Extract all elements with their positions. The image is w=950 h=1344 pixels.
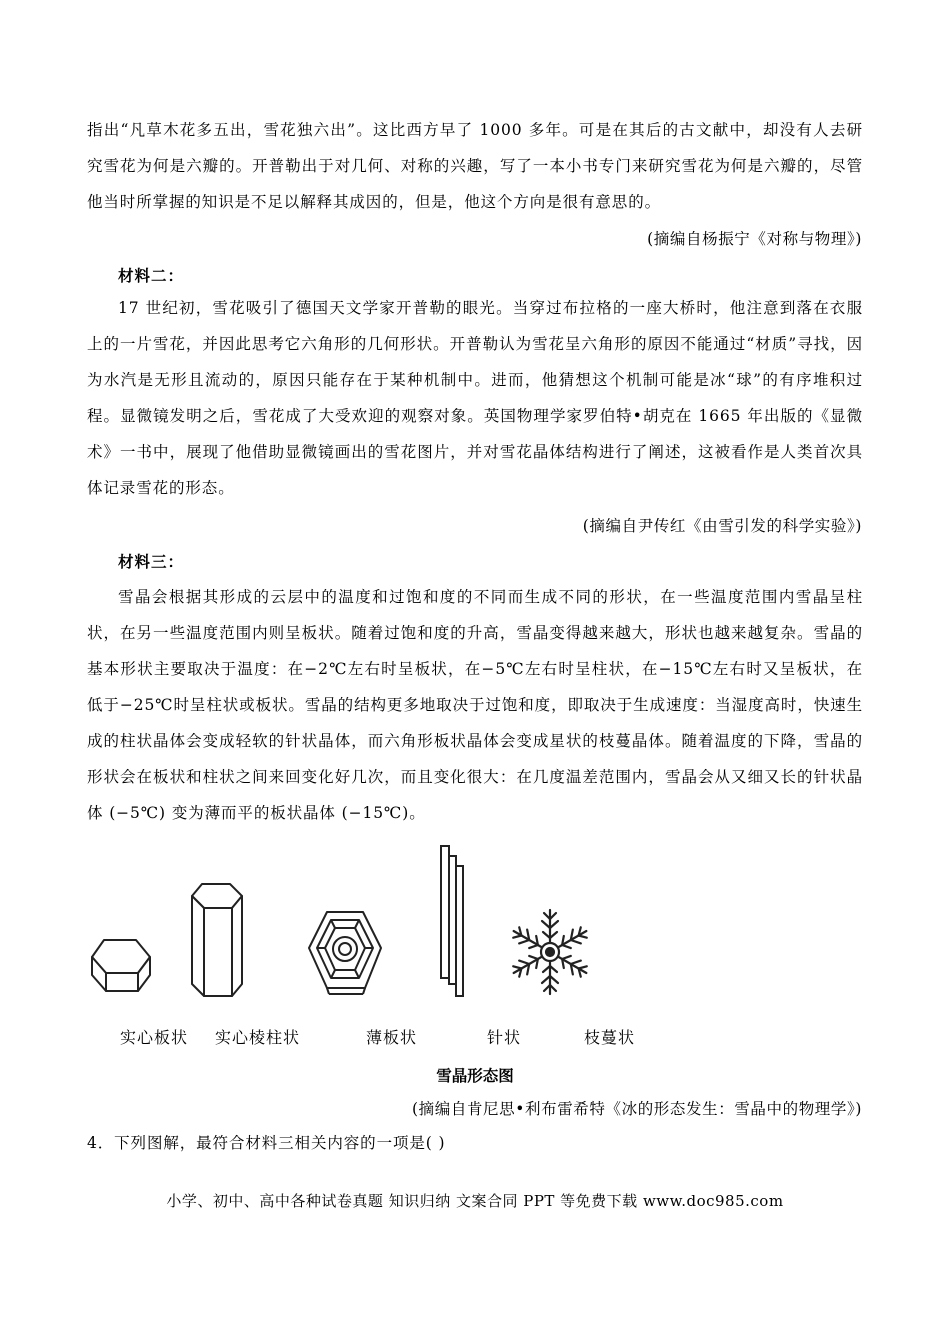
caption-thin-plate: 薄板状: [366, 1028, 418, 1047]
caption-solid-plate: 实心板状: [120, 1028, 189, 1047]
needle-crystal-icon: [438, 842, 468, 1000]
question-4: 4．下列图解，最符合材料三相关内容的一项是( ): [87, 1134, 446, 1152]
material2-paragraph: 17 世纪初，雪花吸引了德国天文学家开普勒的眼光。当穿过布拉格的一座大桥时，他注意到落在衣服上的一片雪花，并因此思考它六角形的几何形状。开普勒认为雪花呈六角形的原因不能通过“材质”寻找，因为水汽是无形且流动的，原因只能存在于某种机制中。进而，他猜想这个机制可能是冰“球”的有序堆积过程。显微镜发明之后，雪花成了大受欢迎的观察对象。英国物理学家罗伯特•胡克在 1665 年出版的《显微术》一书中，展现了他借助显微镜画出的雪花图片，并对雪花晶体结构进行了阐述，这被看作是人类首次具体记录雪花的形态。: [87, 299, 863, 497]
dendrite-crystal-icon: [498, 904, 602, 1000]
material1-tail-paragraph: 指出“凡草木花多五出，雪花独六出”。这比西方早了 1000 多年。可是在其后的古文献中，却没有人去研究雪花为何是六瓣的。开普勒出于对几何、对称的兴趣，写了一本小书专门来研究雪花为何是六瓣的，尽管他当时所掌握的知识是不足以解释其成因的，但是，他这个方向是很有意思的。: [87, 121, 863, 211]
thin-plate-crystal-icon: [305, 908, 385, 998]
caption-solid-prism: 实心棱柱状: [215, 1028, 301, 1047]
material2-heading: 材料二：: [118, 266, 185, 285]
caption-dendrite: 枝蔓状: [584, 1028, 636, 1047]
material2-source: (摘编自尹传红《由雪引发的科学实验》): [582, 517, 862, 535]
figure-title: 雪晶形态图: [436, 1067, 514, 1085]
material3-source: (摘编自肯尼思•利布雷希特《冰的形态发生：雪晶中的物理学》): [412, 1100, 862, 1118]
footer-ad-text: 小学、初中、高中各种试卷真题 知识归纳 文案合同 PPT 等免费下载 www.doc985.com: [166, 1192, 784, 1210]
material3-paragraph: 雪晶会根据其形成的云层中的温度和过饱和度的不同而生成不同的形状，在一些温度范围内雪晶呈柱状，在另一些温度范围内则呈板状。随着过饱和度的升高，雪晶变得越来越大，形状也越来越复杂。雪晶的基本形状主要取决于温度：在−2℃左右时呈板状，在−5℃左右时呈柱状，在−15℃左右时又呈板状，在低于−25℃时呈柱状或板状。雪晶的结构更多地取决于过饱和度，即取决于生成速度：当湿度高时，快速生成的柱状晶体会变成轻软的针状晶体，而六角形板状晶体会变成星状的枝蔓晶体。随着温度的下降，雪晶的形状会在板状和柱状之间来回变化好几次，而且变化很大：在几度温差范围内，雪晶会从又细又长的针状晶体 (−5℃) 变为薄而平的板状晶体 (−15℃)。: [87, 588, 863, 822]
material3-heading: 材料三：: [118, 552, 185, 571]
solid-plate-crystal-icon: [88, 935, 158, 995]
solid-prism-crystal-icon: [188, 878, 248, 1000]
material1-source: (摘编自杨振宁《对称与物理》): [647, 230, 862, 248]
caption-needle: 针状: [487, 1028, 522, 1047]
